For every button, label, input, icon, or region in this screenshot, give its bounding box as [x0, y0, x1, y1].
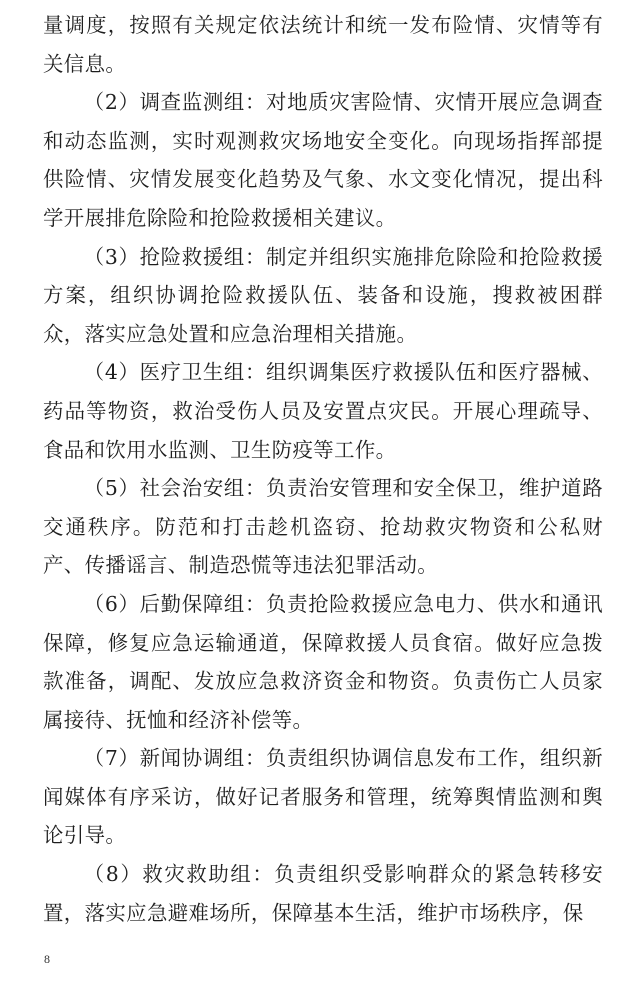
paragraph-public-security-group: （5）社会治安组：负责治安管理和安全保卫，维护道路交通秩序。防范和打击趁机盗窃、抢劫救灾物资和公私财产、传播谣言、制造恐慌等违法犯罪活动。 — [43, 476, 603, 578]
paragraph-logistics-group: （6）后勤保障组：负责抢险救援应急电力、供水和通讯保障，修复应急运输通道，保障救援人员食宿。做好应急拨款准备，调配、发放应急救济资金和物资。负责伤亡人员家属接待、抚恤和经济补偿等。 — [43, 591, 603, 732]
document-body — [43, 6, 603, 932]
paragraph-survey-monitoring-group: （2）调查监测组：对地质灾害险情、灾情开展应急调查和动态监测，实时观测救灾场地安全变化。向现场指挥部提供险情、灾情发展变化趋势及气象、水文变化情况，提出科学开展排危除险和抢险救援相关建议。 — [43, 90, 603, 230]
page-number: 8 — [44, 952, 50, 966]
paragraph-rescue-group: （3）抢险救援组：制定并组织实施排危除险和抢险救援方案，组织协调抢险救援队伍、装备和设施，搜救被困群众，落实应急处置和应急治理相关措施。 — [43, 244, 603, 346]
paragraph-relief-group: （8）救灾救助组：负责组织受影响群众的紧急转移安置，落实应急避难场所，保障基本生活，维护市场秩序，保 — [43, 862, 603, 925]
paragraph-news-group: （7）新闻协调组：负责组织协调信息发布工作，组织新闻媒体有序采访，做好记者服务和管理，统筹舆情监测和舆论引导。 — [43, 746, 603, 848]
paragraph-continuation: 量调度，按照有关规定依法统计和统一发布险情、灾情等有关信息。 — [43, 13, 603, 76]
paragraph-medical-group: （4）医疗卫生组：组织调集医疗救援队伍和医疗器械、药品等物资，救治受伤人员及安置点灾民。开展心理疏导、食品和饮用水监测、卫生防疫等工作。 — [43, 360, 603, 462]
